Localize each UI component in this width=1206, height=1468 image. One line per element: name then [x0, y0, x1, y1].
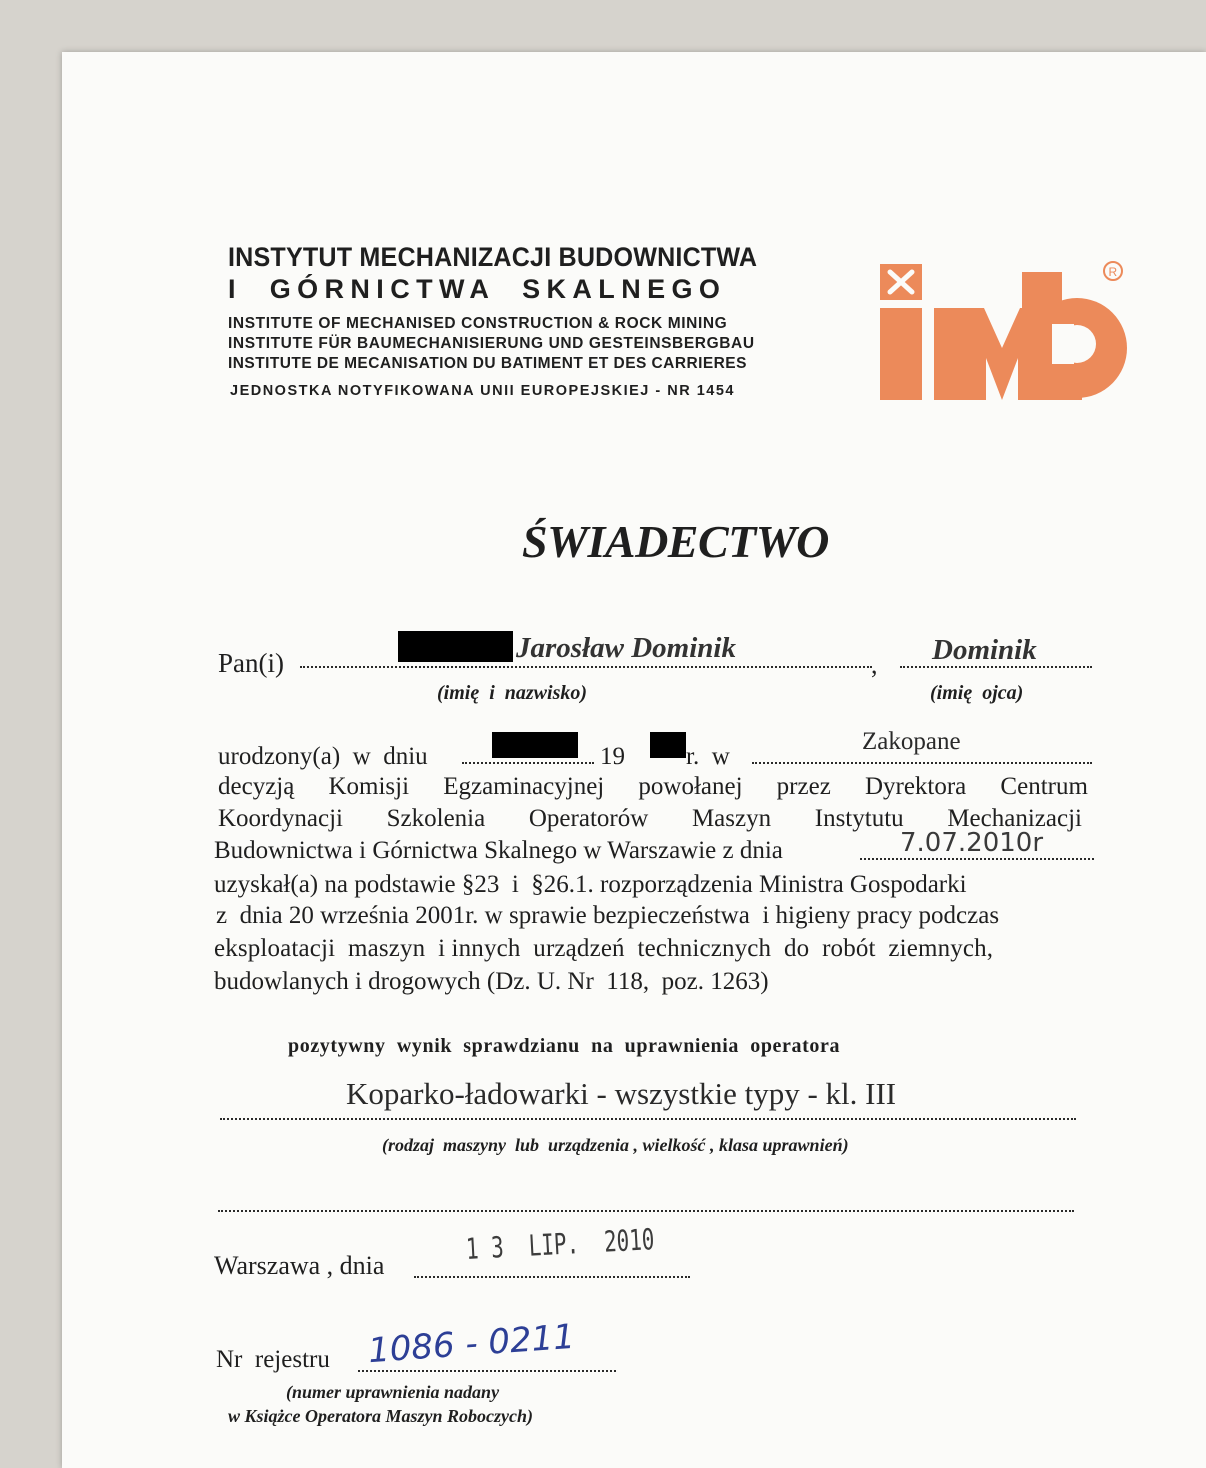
decision-line-7: budowlanych i drogowych (Dz. U. Nr 118, poz. 1263) — [214, 968, 769, 995]
institute-name-pl-line2: I GÓRNICTWA SKALNEGO — [228, 274, 727, 304]
document-title: ŚWIADECTWO — [522, 516, 829, 567]
person-name: Jarosław Dominik — [516, 632, 736, 664]
word: Mechanizacji — [947, 805, 1082, 832]
registered-mark: R — [1108, 265, 1118, 279]
decision-line-1 — [218, 773, 1088, 801]
decision-line-3: Budownictwa i Górnictwa Skalnego w Warszawie z dnia — [214, 837, 783, 864]
word: Maszyn — [691, 805, 772, 832]
word: Szkolenia — [386, 805, 486, 832]
issue-date-stamp: 1 3 LIP. 2010 — [465, 1222, 656, 1266]
word: Komisji — [328, 773, 410, 800]
registry-number: 1086 - 0211 — [366, 1316, 577, 1372]
imb-logo — [872, 258, 1132, 408]
institute-name-pl-line1: INSTYTUT MECHANIZACJI BUDOWNICTWA — [228, 242, 758, 272]
machine-type-caption: (rodzaj maszyny lub urządzenia , wielkość , klasa uprawnień) — [382, 1135, 849, 1155]
issue-place-label: Warszawa , dnia — [214, 1251, 385, 1280]
word: Centrum — [1000, 773, 1088, 800]
redacted-birth-date — [492, 732, 578, 758]
institute-name-en: INSTITUTE OF MECHANISED CONSTRUCTION & ROCK MINING — [228, 315, 728, 332]
decision-line-4: uzyskał(a) na podstawie §23 i §26.1. rozporządzenia Ministra Gospodarki — [214, 871, 967, 898]
word: przez — [776, 773, 831, 800]
person-name-caption: (imię i nazwisko) — [437, 682, 588, 704]
machine-type: Koparko-ładowarki - wszystkie typy - kl. III — [346, 1076, 897, 1111]
redacted-birth-year — [650, 732, 686, 758]
word: Instytutu — [814, 805, 904, 832]
redacted-surname — [398, 631, 513, 662]
institute-name-de: INSTITUTE FÜR BAUMECHANISIERUNG UND GESTEINSBERGBAU — [228, 335, 755, 352]
father-name: Dominik — [932, 634, 1037, 666]
word: Koordynacji — [218, 805, 343, 832]
birth-label: urodzony(a) w dniu — [218, 743, 428, 770]
father-name-caption: (imię ojca) — [930, 682, 1024, 704]
empty-line-field — [218, 1194, 1074, 1212]
registry-caption-line2: w Książce Operatora Maszyn Roboczych) — [228, 1406, 533, 1426]
word: Operatorów — [528, 805, 649, 832]
birth-year-prefix: 19 — [600, 743, 625, 770]
machine-type-field — [220, 1100, 1076, 1120]
person-label: Pan(i) — [218, 648, 284, 678]
word: Egzaminacyjnej — [443, 773, 605, 800]
word: powołanej — [638, 773, 743, 800]
birth-place: Zakopane — [862, 728, 961, 755]
word: Dyrektora — [864, 773, 967, 800]
comma: , — [871, 650, 878, 679]
registry-label: Nr rejestru — [216, 1346, 330, 1373]
institute-name-fr: INSTITUTE DE MECANISATION DU BATIMENT ET DES CARRIERES — [228, 355, 747, 372]
registry-caption-line1: (numer uprawnienia nadany — [286, 1382, 500, 1402]
birth-year-suffix: r. w — [686, 743, 730, 770]
exam-date: 7.07.2010r — [900, 828, 1044, 858]
word: decyzją — [218, 773, 295, 800]
notified-body-line: JEDNOSTKA NOTYFIKOWANA UNII EUROPEJSKIEJ - NR 1454 — [230, 383, 735, 399]
decision-line-6: eksploatacji maszyn i innych urządzeń technicznych do robót ziemnych, — [214, 935, 994, 962]
decision-line-5: z dnia 20 września 2001r. w sprawie bezpieczeństwa i higieny pracy podczas — [216, 902, 1000, 929]
result-heading: pozytywny wynik sprawdzianu na uprawnienia operatora — [288, 1035, 841, 1057]
